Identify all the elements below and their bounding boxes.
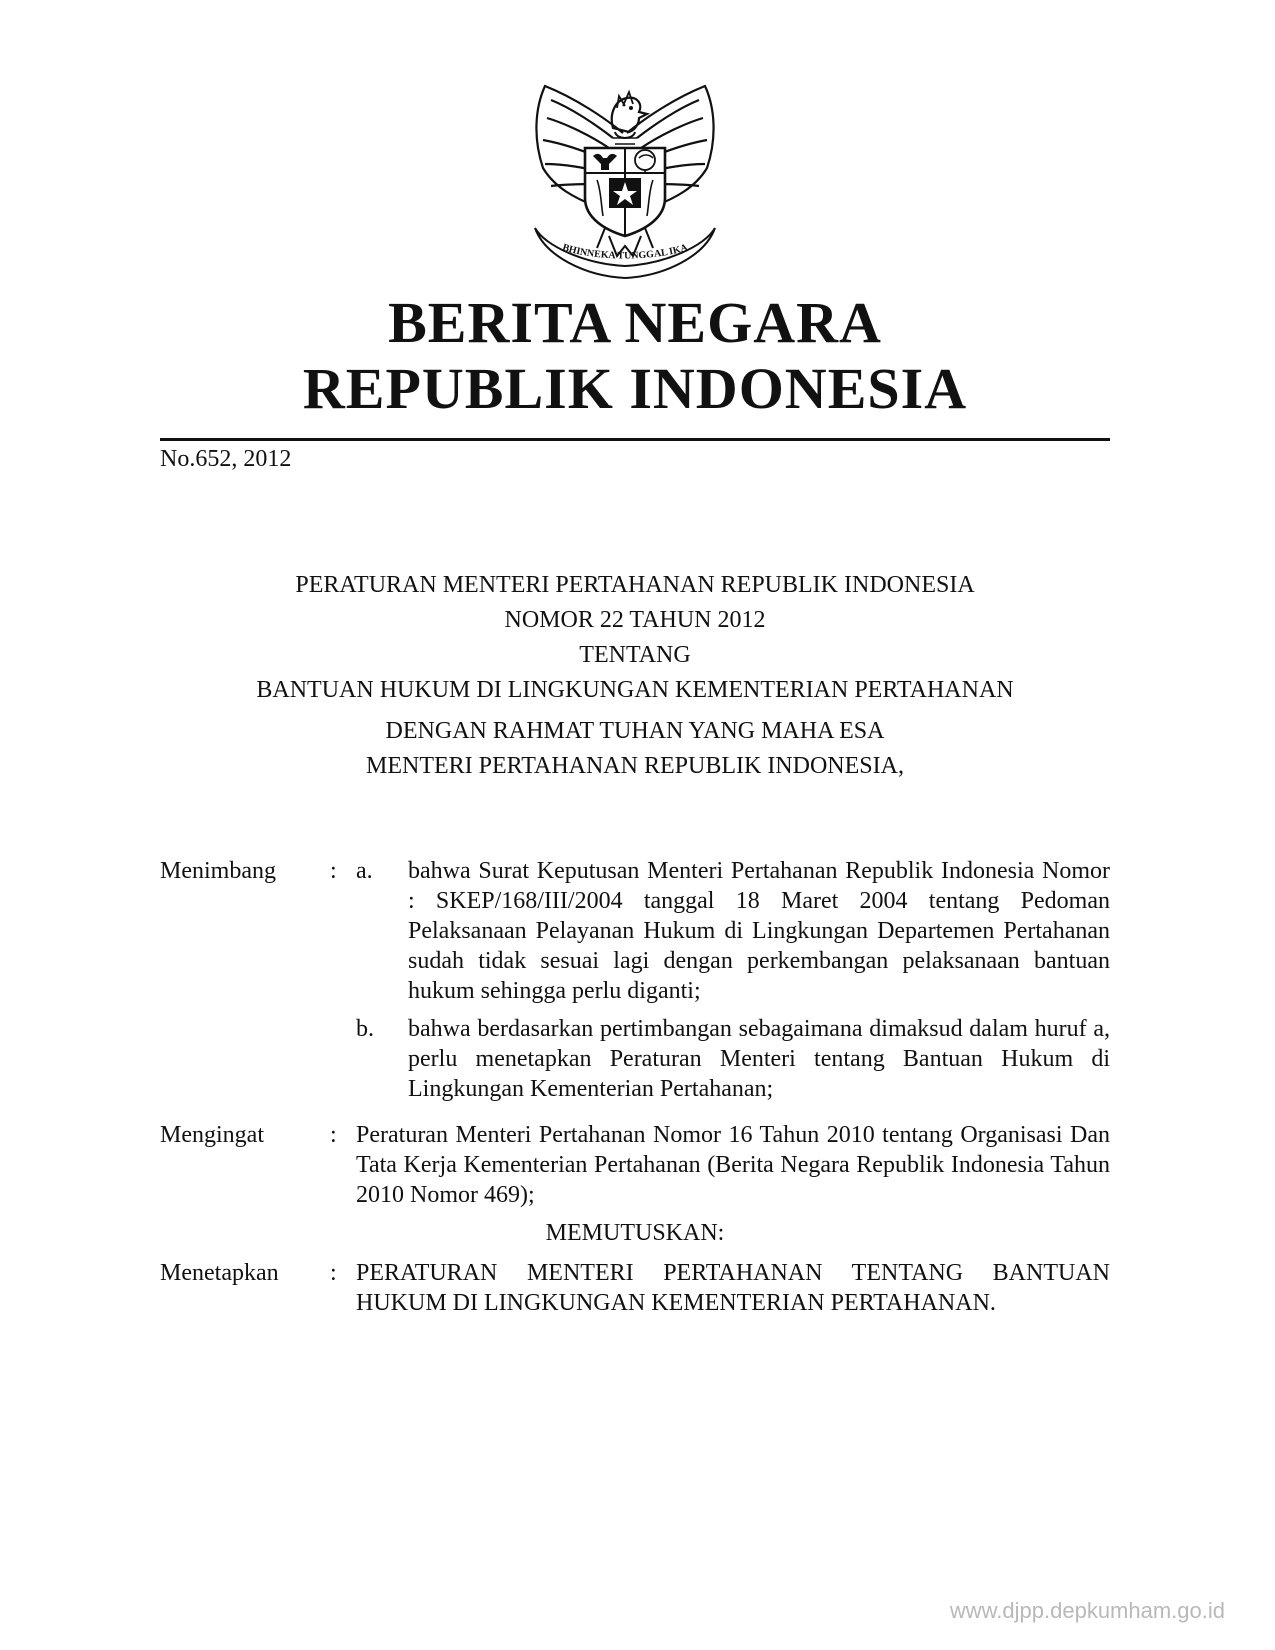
footer-watermark-url: www.djpp.depkumham.go.id (949, 1598, 1225, 1623)
item-letter: b. (356, 1016, 374, 1042)
masthead-title-line1: BERITA NEGARA (388, 290, 882, 355)
list-item (356, 856, 1110, 1006)
menetapkan-label: Menetapkan (160, 1260, 279, 1286)
item-text: bahwa berdasarkan pertimbangan sebagaimana dimaksud dalam huruf a, perlu menetapkan Peraturan Menteri tentang Bantuan Hukum di Lingkungan Kementerian Pertahanan; (408, 1016, 1110, 1102)
menetapkan-section (160, 1258, 1110, 1318)
title-line-2: NOMOR 22 TAHUN 2012 (504, 607, 766, 633)
emblem-motto: BHINNEKA TUNGGAL IKA (560, 242, 690, 262)
masthead (160, 290, 1110, 422)
item-letter: a. (356, 858, 373, 884)
title-line-3: TENTANG (579, 642, 691, 668)
garuda-emblem-icon (505, 78, 745, 284)
regulation-title (160, 568, 1110, 784)
menimbang-colon: : (330, 858, 337, 884)
title-line-4: BANTUAN HUKUM DI LINGKUNGAN KEMENTERIAN PERTAHANAN (256, 677, 1014, 703)
mengingat-section (160, 1120, 1110, 1210)
mengingat-colon: : (330, 1122, 337, 1148)
masthead-title-line2: REPUBLIK INDONESIA (302, 356, 968, 421)
menimbang-section (160, 856, 1110, 1112)
title-line-1: PERATURAN MENTERI PERTAHANAN REPUBLIK INDONESIA (295, 572, 975, 598)
mengingat-text: Peraturan Menteri Pertahanan Nomor 16 Tahun 2010 tentang Organisasi Dan Tata Kerja Kementerian Pertahanan (Berita Negara Republik Indonesia Tahun 2010 Nomor 469); (356, 1122, 1110, 1208)
masthead-divider (160, 438, 1110, 441)
issue-number: No.652, 2012 (160, 446, 292, 472)
item-text: bahwa Surat Keputusan Menteri Pertahanan Republik Indonesia Nomor : SKEP/168/III/2004 tanggal 18 Maret 2004 tentang Pedoman Pelaksanaan Pelayanan Hukum di Lingkungan Departemen Pertahanan sudah tidak sesuai lagi dengan perkembangan pelaksanaan bantuan hukum sehingga perlu diganti; (408, 858, 1110, 1004)
title-line-6: MENTERI PERTAHANAN REPUBLIK INDONESIA, (366, 753, 904, 779)
mengingat-label: Mengingat (160, 1122, 264, 1148)
menetapkan-text: PERATURAN MENTERI PERTAHANAN TENTANG BANTUAN HUKUM DI LINGKUNGAN KEMENTERIAN PERTAHANAN. (356, 1260, 1110, 1316)
list-item (356, 1014, 1110, 1104)
document-body (160, 856, 1110, 1326)
title-line-5: DENGAN RAHMAT TUHAN YANG MAHA ESA (385, 718, 885, 744)
menetapkan-colon: : (330, 1260, 337, 1286)
memutuskan-heading: MEMUTUSKAN: (545, 1220, 725, 1246)
menimbang-label: Menimbang (160, 858, 276, 884)
